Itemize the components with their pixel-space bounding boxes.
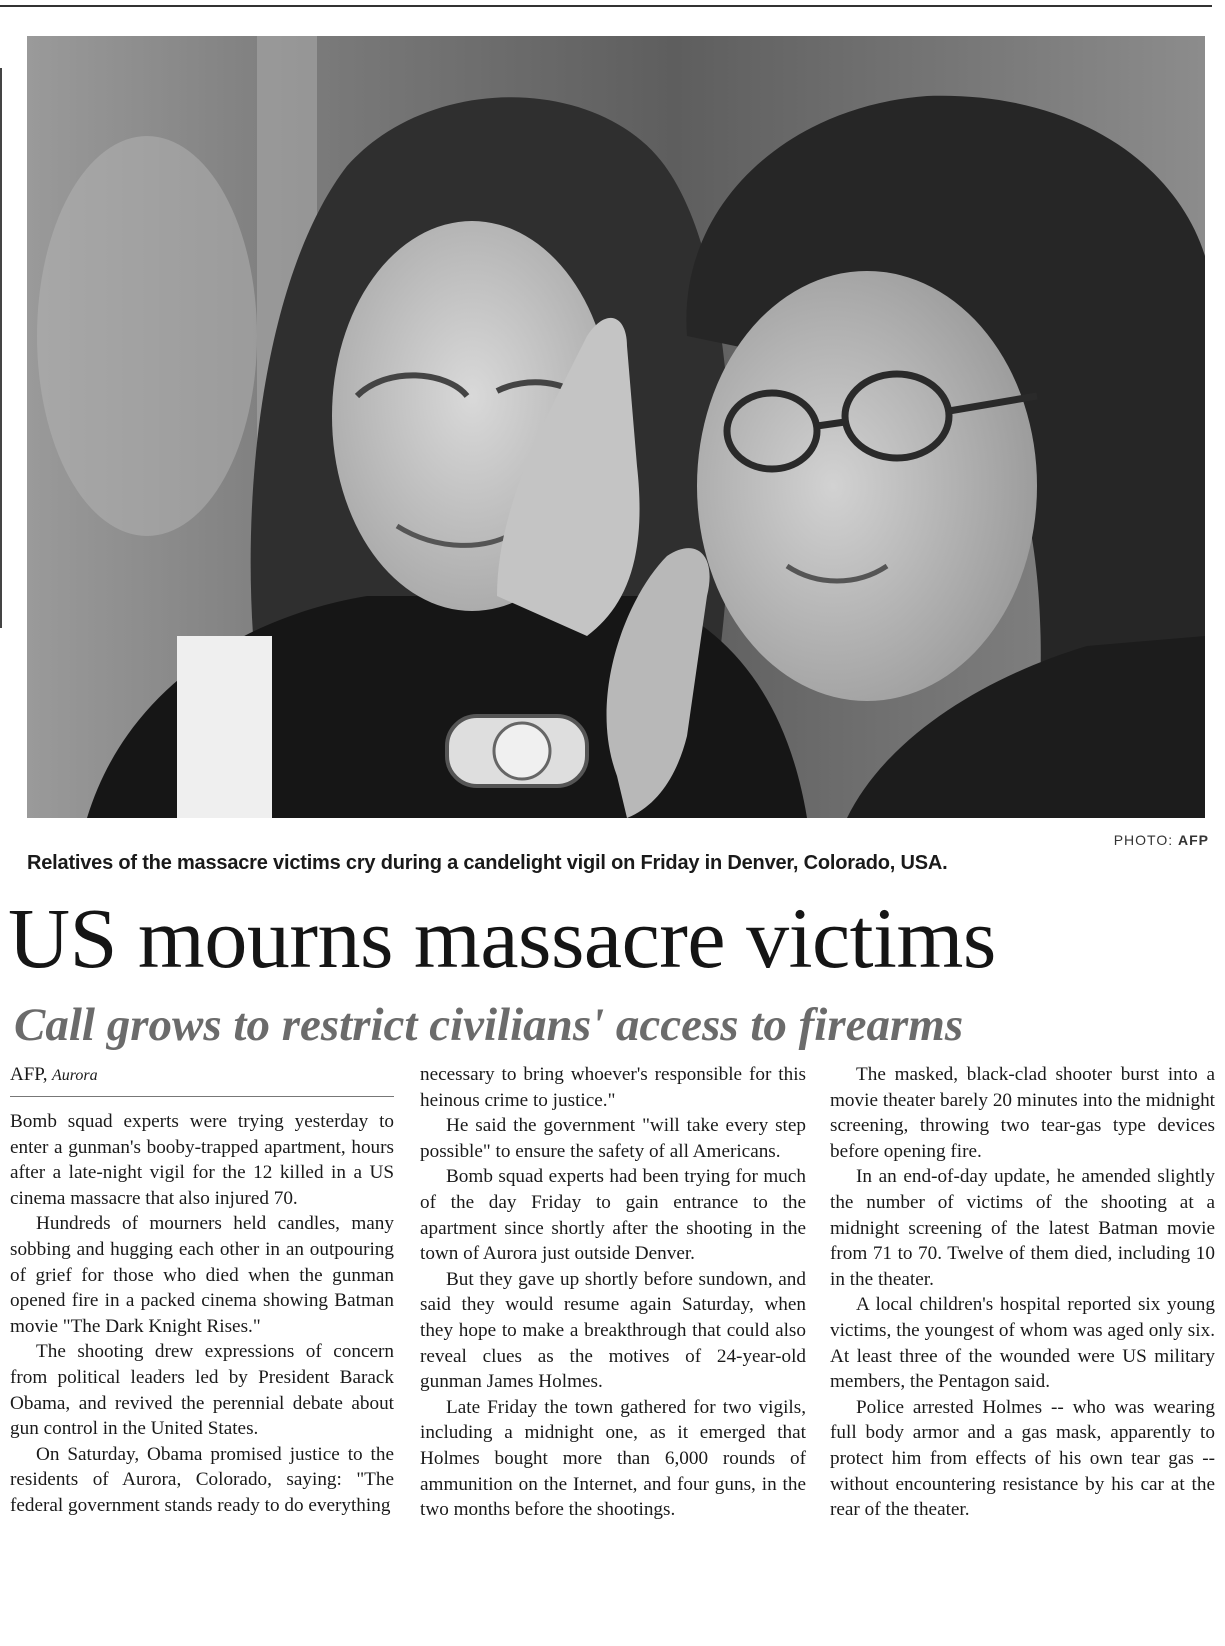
dateline-agency: AFP, <box>10 1064 48 1085</box>
left-rule <box>0 68 2 628</box>
photo-credit <box>1114 832 1209 848</box>
dateline-place: Aurora <box>52 1067 98 1084</box>
dateline-rule <box>10 1096 394 1097</box>
article-column-2 <box>420 1062 806 1523</box>
article-column-1 <box>10 1062 394 1519</box>
paragraph: But they gave up shortly before sundown, and said they would resume again Saturday, when they hope to make a breakthrough that could also reveal clues as the motives of 24-year-old gunman James Holmes. <box>420 1268 806 1393</box>
photo-credit-label: PHOTO: <box>1113 832 1174 848</box>
news-photo <box>27 36 1205 818</box>
paragraph: In an end-of-day update, he amended slightly the number of victims of the shooting at a midnight screening of the latest Batman movie from 71 to 70. Twelve of them died, including 10 in the theater. <box>830 1166 1215 1290</box>
headline: US mourns massacre victims <box>8 890 996 986</box>
paragraph: necessary to bring whoever's responsible for this heinous crime to justice." <box>420 1064 806 1111</box>
top-rule <box>0 5 1212 7</box>
photo-credit-source: AFP <box>1178 832 1209 848</box>
photo-caption: Relatives of the massacre victims cry during a candelight vigil on Friday in Denver, Colorado, USA. <box>27 852 948 874</box>
paragraph: Bomb squad experts had been trying for much of the day Friday to gain entrance to the apartment since shortly after the shooting in the town of Aurora just outside Denver. <box>420 1166 806 1265</box>
paragraph: A local children's hospital reported six young victims, the youngest of whom was aged only six. At least three of the wounded were US military members, the Pentagon said. <box>830 1294 1215 1393</box>
paragraph: Hundreds of mourners held candles, many sobbing and hugging each other in an outpouring of grief for those who died when the gunman opened fire in a packed cinema showing Batman movie "The Dark Knight Rises." <box>10 1213 394 1337</box>
subheadline: Call grows to restrict civilians' access to firearms <box>14 999 964 1051</box>
paragraph: Police arrested Holmes -- who was wearing full body armor and a gas mask, apparently to protect him from effects of his own tear gas -- without encountering resistance by his car at the rear of the theater. <box>830 1396 1215 1521</box>
dateline <box>10 1062 394 1088</box>
paragraph: Late Friday the town gathered for two vigils, including a midnight one, as it emerged that Holmes bought more than 6,000 rounds of ammunition on the Internet, and four guns, in the two months before the shootings. <box>420 1396 806 1521</box>
article-column-3 <box>830 1062 1215 1523</box>
paragraph: The masked, black-clad shooter burst into a movie theater barely 20 minutes into the midnight screening, throwing two tear-gas type devices before opening fire. <box>830 1064 1215 1162</box>
paragraph: The shooting drew expressions of concern from political leaders led by President Barack Obama, and revived the perennial debate about gun control in the United States. <box>10 1341 394 1440</box>
paragraph: He said the government "will take every step possible" to ensure the safety of all Americans. <box>420 1115 806 1162</box>
photo-illustration <box>27 36 1205 818</box>
paragraph: Bomb squad experts were trying yesterday to enter a gunman's booby-trapped apartment, hours after a late-night vigil for the 12 killed in a US cinema massacre that also injured 70. <box>10 1111 394 1209</box>
paragraph: On Saturday, Obama promised justice to the residents of Aurora, Colorado, saying: "The federal government stands ready to do everything <box>10 1443 394 1516</box>
